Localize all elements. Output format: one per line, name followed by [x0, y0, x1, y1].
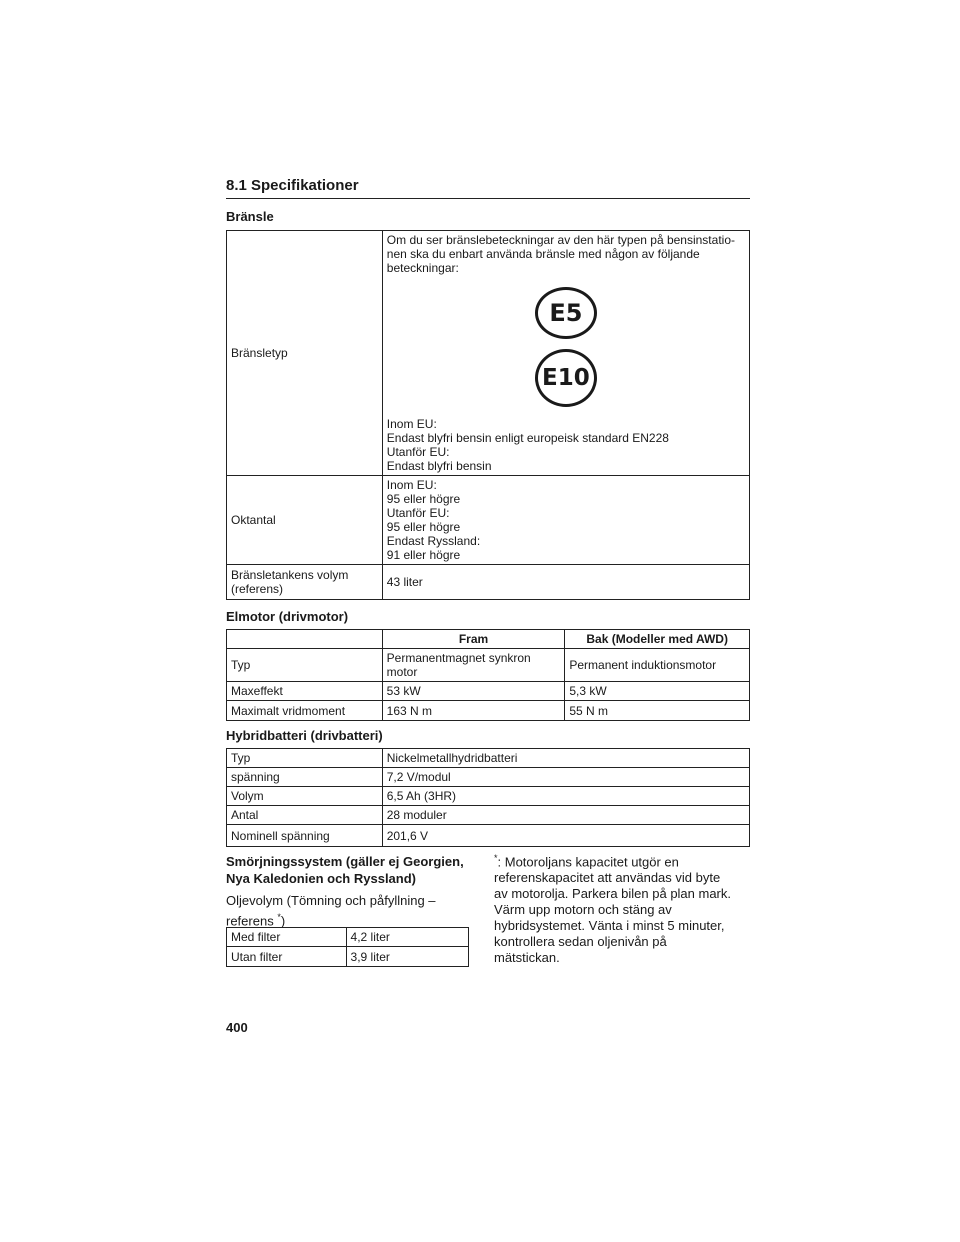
motor-cell: 5,3 kW [565, 682, 750, 701]
motor-header-empty [227, 630, 383, 649]
motor-cell: Typ [227, 649, 383, 682]
footnote-asterisk: * [494, 853, 498, 863]
motor-heading: Elmotor (drivmotor) [226, 609, 349, 624]
battery-cell: Nominell spänning [227, 825, 383, 847]
battery-cell: Typ [227, 749, 383, 768]
fuel-badges [387, 287, 745, 407]
oil-table [226, 927, 469, 967]
motor-cell: Permanent induktionsmotor [565, 649, 750, 682]
battery-cell: spänning [227, 768, 383, 787]
section-title: 8.1 Specifikationer [226, 177, 359, 194]
motor-header-front: Fram [382, 630, 565, 649]
battery-cell: Antal [227, 806, 383, 825]
motor-cell: Maxeffekt [227, 682, 383, 701]
octane-value: Inom EU: 95 eller högre Utanför EU: 95 eller högre Endast Ryssland: 91 eller högre [382, 476, 749, 565]
battery-cell: 7,2 V/modul [382, 768, 749, 787]
table-row [227, 928, 469, 947]
table-row [227, 649, 750, 682]
table-row [227, 787, 750, 806]
table-row [227, 806, 750, 825]
octane-row [227, 476, 750, 565]
oil-cell: 4,2 liter [346, 928, 468, 947]
lubrication-heading: Smörjningssystem (gäller ej Georgien, Nya Kaledonien och Ryssland) [226, 854, 464, 886]
oil-cell: 3,9 liter [346, 947, 468, 967]
table-row [227, 947, 469, 967]
battery-cell: 201,6 V [382, 825, 749, 847]
fuel-type-intro: Om du ser bränslebeteckningar av den här typen på bensinstatio- nen ska du enbart använda bränsle med någon av följande beteckningar: [386, 233, 735, 275]
tank-value: 43 liter [382, 565, 749, 600]
table-row [227, 768, 750, 787]
e5-fuel-badge: E5 [535, 287, 597, 339]
table-row [227, 682, 750, 701]
page-number: 400 [226, 1020, 248, 1035]
tank-row [227, 565, 750, 600]
battery-cell: 28 moduler [382, 806, 749, 825]
oil-volume-asterisk: * [277, 912, 281, 922]
fuel-table [226, 230, 750, 600]
motor-header-row [227, 630, 750, 649]
table-row [227, 701, 750, 721]
battery-cell: 6,5 Ah (3HR) [382, 787, 749, 806]
fuel-type-label: Bränsletyp [227, 231, 383, 476]
fuel-type-cell [382, 231, 749, 476]
footnote [494, 850, 756, 966]
oil-cell: Utan filter [227, 947, 347, 967]
battery-heading: Hybridbatteri (drivbatteri) [226, 728, 383, 743]
fuel-type-outro: Inom EU: Endast blyfri bensin enligt europeisk standard EN228 Utanför EU: Endast blyfri bensin [386, 417, 669, 473]
battery-cell: Nickelmetallhydridbatteri [382, 749, 749, 768]
motor-cell: 163 N m [382, 701, 565, 721]
section-header [226, 177, 750, 199]
oil-volume-label [226, 893, 436, 929]
oil-volume-close: ) [280, 913, 286, 929]
table-row [227, 825, 750, 847]
tank-label: Bränsletankens volym (referens) [227, 565, 383, 600]
oil-cell: Med filter [227, 928, 347, 947]
e10-fuel-badge: E10 [535, 349, 597, 407]
battery-table [226, 748, 750, 847]
fuel-type-row [227, 231, 750, 476]
footnote-text: : Motoroljans kapacitet utgör en referenskapacitet att användas vid byte av motorolja. Parkera bilen på plan mark. Värm upp motorn och stäng av hybridsystemet. Vänta i minst 5 minuter, kontrollera sedan oljenivån på mätstickan. [494, 854, 732, 966]
table-row [227, 749, 750, 768]
motor-header-rear: Bak (Modeller med AWD) [565, 630, 750, 649]
motor-cell: Permanentmagnet synkron motor [382, 649, 565, 682]
battery-cell: Volym [227, 787, 383, 806]
fuel-heading: Bränsle [226, 209, 274, 224]
oil-volume-text: Oljevolym (Tömning och påfyllning – referens [226, 893, 436, 929]
motor-cell: 53 kW [382, 682, 565, 701]
motor-cell: Maximalt vridmoment [227, 701, 383, 721]
octane-label: Oktantal [227, 476, 383, 565]
motor-table [226, 629, 750, 721]
motor-cell: 55 N m [565, 701, 750, 721]
